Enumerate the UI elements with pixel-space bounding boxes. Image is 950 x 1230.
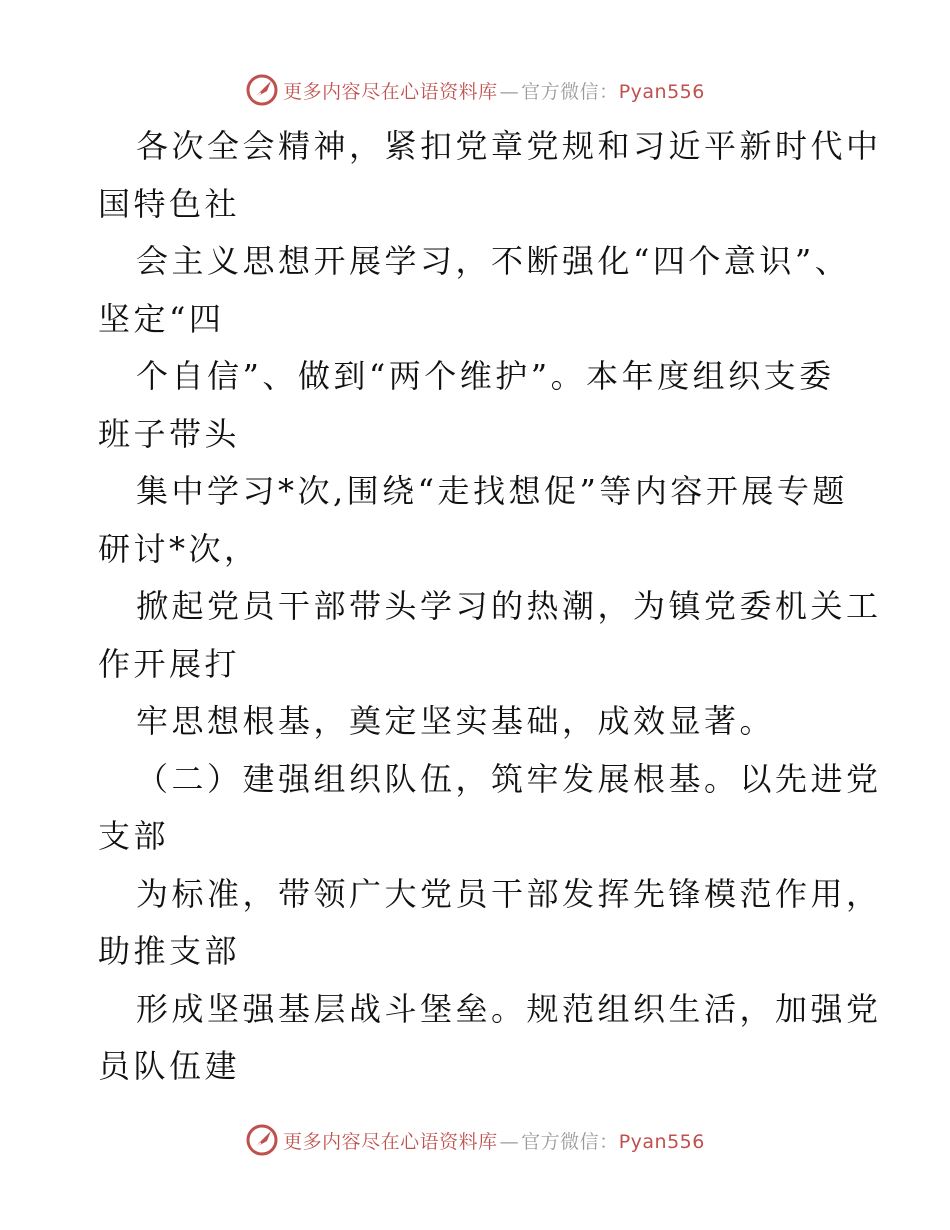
- text-line: 为标准，带领广大党员干部发挥先锋模范作用，: [136, 874, 882, 913]
- text-line: 坚定“四: [98, 299, 225, 338]
- text-line: 研讨*次，: [98, 529, 260, 568]
- text-line: 班子带头: [98, 414, 241, 453]
- watermark-text: [283, 77, 705, 104]
- text-line: 各次全会精神，紧扣党章党规和习近平新时代中: [136, 127, 882, 165]
- text-line: 支部: [98, 817, 170, 855]
- text-line: （二）建强组织队伍，筑牢发展根基。以先进党: [136, 759, 882, 798]
- watermark-id: Pyan556: [618, 1130, 705, 1153]
- header-watermark: [0, 70, 950, 110]
- watermark-separator: —: [499, 80, 520, 103]
- text-line: 会主义思想开展学习，不断强化“四个意识”、: [136, 242, 851, 280]
- quill-logo-icon: [245, 1123, 279, 1157]
- quill-logo-icon: [245, 73, 279, 107]
- watermark-site: 更多内容尽在心语资料库: [283, 1130, 498, 1153]
- watermark-label: 官方微信：: [521, 1130, 619, 1153]
- text-line: 集中学习*次,围绕“走找想促”等内容开展专题: [136, 472, 848, 510]
- text-line: 国特色社: [98, 184, 241, 223]
- watermark-id: Pyan556: [618, 80, 705, 103]
- watermark-separator: —: [499, 1130, 520, 1153]
- text-line: 助推支部: [98, 932, 241, 970]
- footer-watermark: [0, 1120, 950, 1160]
- watermark-label: 官方微信：: [521, 80, 619, 103]
- text-line: 形成坚强基层战斗堡垒。规范组织生活，加强党: [136, 989, 882, 1028]
- text-line: 作开展打: [98, 644, 241, 683]
- watermark-site: 更多内容尽在心语资料库: [283, 80, 498, 103]
- watermark-text: [283, 1127, 705, 1154]
- text-line: 员队伍建: [98, 1047, 241, 1085]
- text-line: 掀起党员干部带头学习的热潮，为镇党委机关工: [136, 587, 882, 625]
- text-line: 个自信”、做到“两个维护”。本年度组织支委: [136, 357, 835, 395]
- text-line: 牢思想根基，奠定坚实基础，成效显著。: [136, 702, 776, 740]
- document-body: [98, 118, 882, 1096]
